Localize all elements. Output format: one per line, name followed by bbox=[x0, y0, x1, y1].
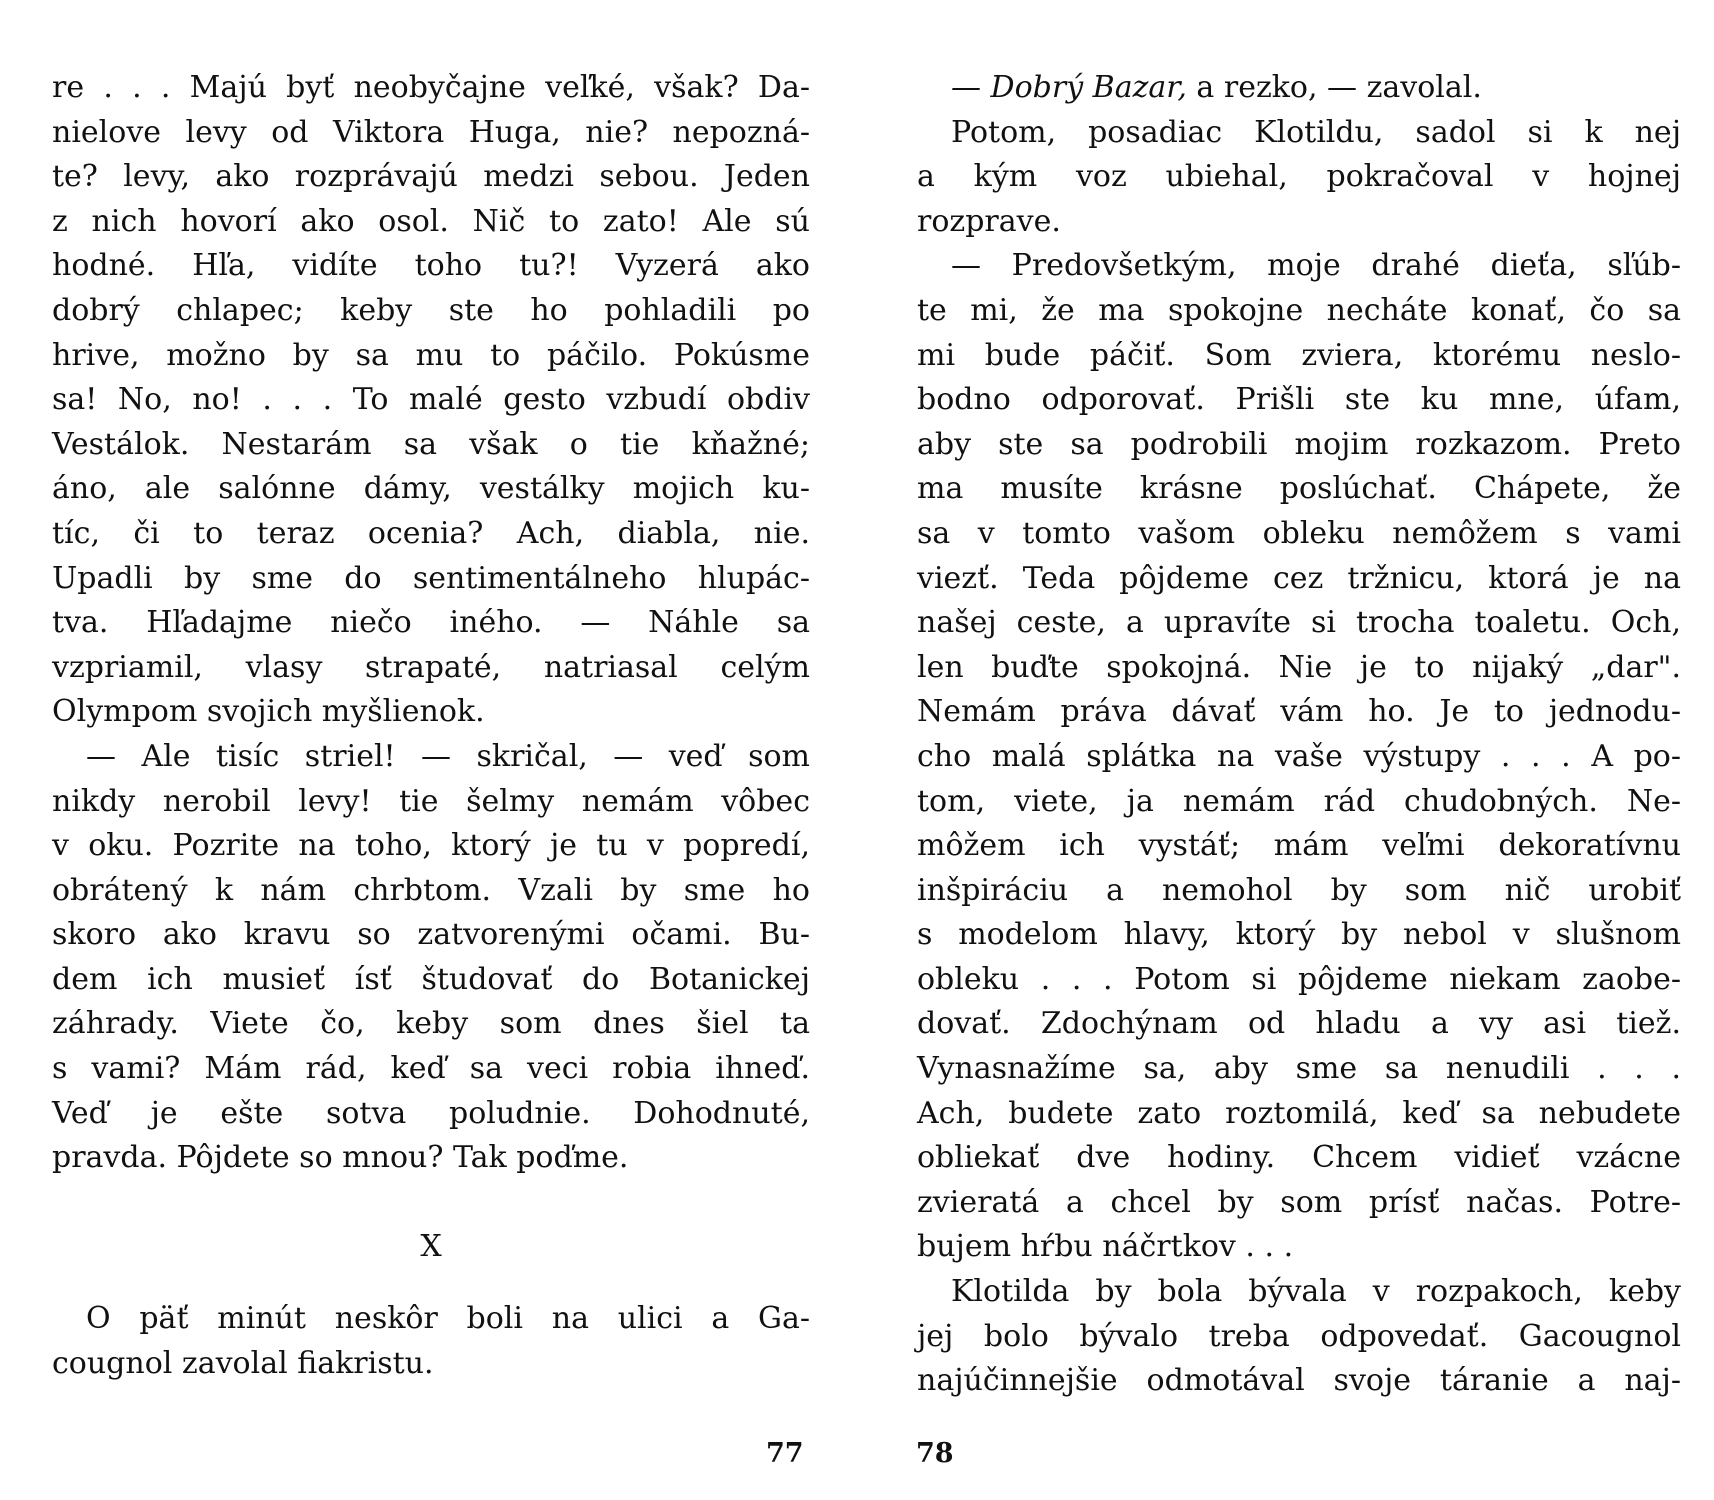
text-line: zvieratá a chcel by som prísť načas. Potre- bbox=[917, 1184, 1681, 1220]
text-line: — Predovšetkým, moje drahé dieťa, sľúb- bbox=[951, 248, 1681, 284]
text-line: Upadli by sme do sentimentálneho hlupác- bbox=[52, 560, 810, 596]
text-line: te mi, že ma spokojne necháte konať, čo sa bbox=[917, 292, 1681, 328]
text-line: tíc, či to teraz ocenia? Ach, diabla, nie. bbox=[52, 515, 810, 551]
text-line: inšpiráciu a nemohol by som nič urobiť bbox=[917, 872, 1681, 908]
text-line: — Ale tisíc striel! — skričal, — veď som bbox=[86, 738, 810, 774]
text-line: te? levy, ako rozprávajú medzi sebou. Jeden bbox=[52, 159, 810, 195]
text-line: obliekať dve hodiny. Chcem vidieť vzácne bbox=[917, 1140, 1681, 1176]
text-line: rozprave. bbox=[917, 203, 1061, 239]
text-line: s vami? Mám rád, keď sa veci robia ihneď. bbox=[52, 1051, 810, 1087]
right-page bbox=[857, 0, 1714, 1500]
text-line: obleku . . . Potom si pôjdeme niekam zaobe- bbox=[917, 961, 1681, 997]
text-line: záhrady. Viete čo, keby som dnes šiel ta bbox=[52, 1006, 810, 1042]
text-line: pravda. Pôjdete so mnou? Tak poďme. bbox=[52, 1140, 629, 1176]
text-line: re . . . Majú byť neobyčajne veľké, však? Da- bbox=[52, 70, 810, 105]
text-line: tva. Hľadajme niečo iného. — Náhle sa bbox=[52, 605, 810, 641]
text-line: Potom, posadiac Klotildu, sadol si k nej bbox=[951, 114, 1681, 150]
text-line: ma musíte krásne poslúchať. Chápete, že bbox=[917, 471, 1681, 507]
text-line: v oku. Pozrite na toho, ktorý je tu v popredí, bbox=[52, 828, 810, 864]
text-line: sa! No, no! . . . To malé gesto vzbudí obdiv bbox=[52, 382, 810, 418]
text-line: Nemám práva dávať vám ho. Je to jednodu- bbox=[917, 694, 1681, 730]
text-line: Vynasnažíme sa, aby sme sa nenudili . . . bbox=[917, 1051, 1681, 1087]
text-line: obrátený k nám chrbtom. Vzali by sme ho bbox=[52, 872, 810, 908]
text-line: a kým voz ubiehal, pokračoval v hojnej bbox=[917, 159, 1681, 195]
text-line: nielove levy od Viktora Huga, nie? nepozná- bbox=[52, 114, 810, 150]
chapter-heading: X bbox=[420, 1228, 442, 1264]
text-line: len buďte spokojná. Nie je to nijaký „dar". bbox=[917, 649, 1681, 685]
text-line: našej ceste, a upravíte si trocha toaletu. Och, bbox=[917, 605, 1681, 641]
text-line: hrive, možno by sa mu to páčilo. Pokúsme bbox=[52, 337, 810, 373]
text-line: Klotilda by bola bývala v rozpakoch, keby bbox=[951, 1274, 1681, 1310]
italic-title: — Dobrý Bazar, bbox=[951, 70, 1187, 105]
text-line: tom, viete, ja nemám rád chudobných. Ne- bbox=[917, 783, 1681, 819]
text-line: najúčinnejšie odmotával svoje táranie a naj- bbox=[917, 1363, 1681, 1399]
text-line: Veď je ešte sotva poludnie. Dohodnuté, bbox=[52, 1095, 810, 1131]
text-line: sa v tomto vašom obleku nemôžem s vami bbox=[917, 515, 1681, 551]
line-rest: a rezko, — zavolal. bbox=[1186, 70, 1482, 105]
text-line: bujem hŕbu náčrtkov . . . bbox=[917, 1229, 1294, 1265]
text-line: Ach, budete zato roztomilá, keď sa nebudete bbox=[917, 1095, 1681, 1131]
text-line: mi bude páčiť. Som zviera, ktorému neslo- bbox=[917, 337, 1681, 373]
text-line: Vestálok. Nestarám sa však o tie kňažné; bbox=[52, 426, 810, 462]
text-line: nikdy nerobil levy! tie šelmy nemám vôbec bbox=[52, 783, 810, 819]
text-line: viezť. Teda pôjdeme cez tržnicu, ktorá je na bbox=[917, 560, 1681, 596]
text-line: cougnol zavolal fiakristu. bbox=[52, 1346, 434, 1382]
text-line: aby ste sa podrobili mojim rozkazom. Preto bbox=[917, 426, 1681, 462]
text-line: s modelom hlavy, ktorý by nebol v slušnom bbox=[917, 917, 1681, 953]
text-line bbox=[917, 66, 1681, 111]
text-line: skoro ako kravu so zatvorenými očami. Bu- bbox=[52, 917, 810, 953]
text-line: môžem ich vystáť; mám veľmi dekoratívnu bbox=[917, 828, 1681, 864]
text-line: bodno odporovať. Prišli ste ku mne, úfam, bbox=[917, 382, 1681, 418]
left-page-number: 77 bbox=[766, 1438, 804, 1469]
right-page-number: 78 bbox=[916, 1438, 954, 1469]
text-line: dem ich musieť ísť študovať do Botanickej bbox=[52, 961, 810, 997]
right-text-column bbox=[917, 66, 1681, 1404]
text-line: hodné. Hľa, vidíte toho tu?! Vyzerá ako bbox=[52, 248, 810, 284]
text-line: O päť minút neskôr boli na ulici a Ga- bbox=[86, 1301, 810, 1337]
text-line: dobrý chlapec; keby ste ho pohladili po bbox=[52, 292, 810, 328]
text-line: dovať. Zdochýnam od hladu a vy asi tiež. bbox=[917, 1006, 1681, 1042]
text-line: cho malá splátka na vaše výstupy . . . A po- bbox=[917, 738, 1681, 774]
text-line: z nich hovorí ako osol. Nič to zato! Ale sú bbox=[52, 203, 810, 239]
text-line: jej bolo bývalo treba odpovedať. Gacougnol bbox=[917, 1318, 1681, 1354]
text-line: áno, ale salónne dámy, vestálky mojich ku- bbox=[52, 471, 810, 507]
left-text-column bbox=[52, 66, 810, 1387]
text-line: vzpriamil, vlasy strapaté, natriasal celým bbox=[52, 649, 810, 685]
text-line: Olympom svojich myšlienok. bbox=[52, 694, 485, 730]
